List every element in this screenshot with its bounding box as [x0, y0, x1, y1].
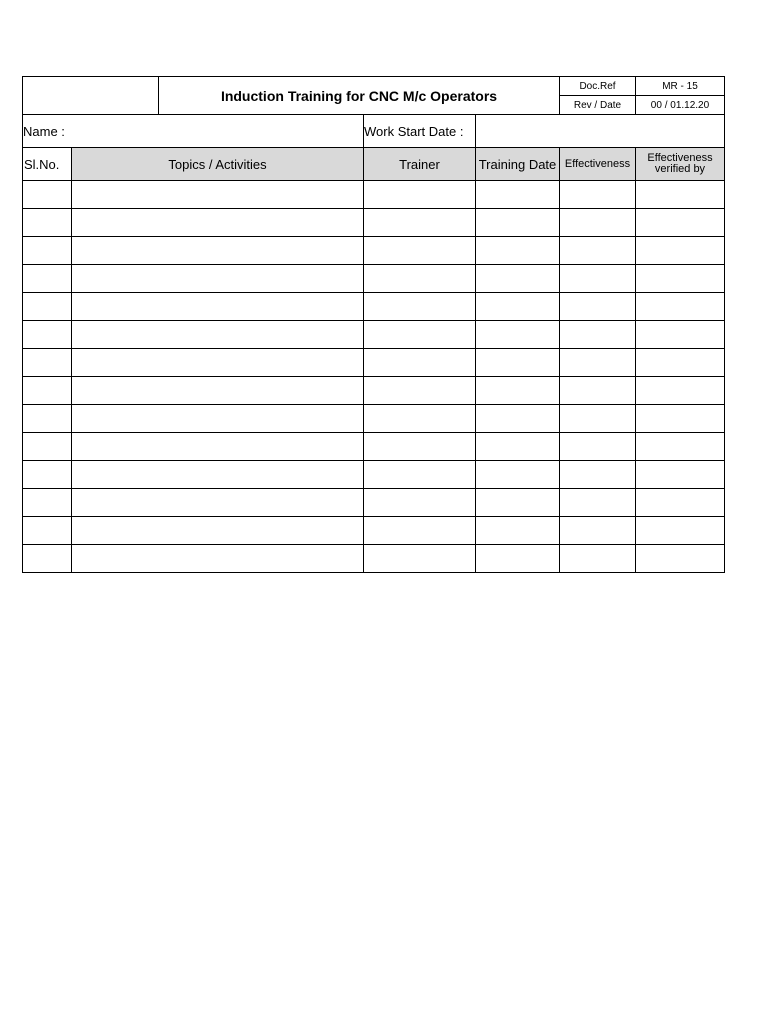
- trainer-cell[interactable]: [364, 237, 476, 265]
- sl-no-cell[interactable]: [23, 265, 72, 293]
- doc-ref-label: Doc.Ref: [560, 77, 636, 96]
- table-row: [23, 489, 725, 517]
- doc-ref-value: MR - 15: [636, 77, 725, 96]
- rev-date-label: Rev / Date: [560, 96, 636, 115]
- sl-no-cell[interactable]: [23, 545, 72, 573]
- verified-by-cell[interactable]: [636, 517, 725, 545]
- trainer-cell[interactable]: [364, 209, 476, 237]
- topics-activities-cell[interactable]: [72, 209, 364, 237]
- verified-by-cell[interactable]: [636, 405, 725, 433]
- trainer-cell[interactable]: [364, 321, 476, 349]
- verified-by-cell[interactable]: [636, 461, 725, 489]
- table-row: [23, 461, 725, 489]
- training-date-cell[interactable]: [476, 545, 560, 573]
- verified-by-cell[interactable]: [636, 181, 725, 209]
- rev-date-value: 00 / 01.12.20: [636, 96, 725, 115]
- trainer-cell[interactable]: [364, 433, 476, 461]
- effectiveness-cell[interactable]: [560, 321, 636, 349]
- table-row: [23, 181, 725, 209]
- effectiveness-cell[interactable]: [560, 181, 636, 209]
- topics-activities-cell[interactable]: [72, 265, 364, 293]
- form-title: Induction Training for CNC M/c Operators: [159, 77, 560, 115]
- sl-no-cell[interactable]: [23, 181, 72, 209]
- training-date-cell[interactable]: [476, 489, 560, 517]
- col-effectiveness: Effectiveness: [560, 148, 636, 181]
- col-training-date: Training Date: [476, 148, 560, 181]
- table-row: [23, 377, 725, 405]
- table-row: [23, 545, 725, 573]
- verified-by-cell[interactable]: [636, 545, 725, 573]
- verified-by-cell[interactable]: [636, 349, 725, 377]
- trainer-cell[interactable]: [364, 489, 476, 517]
- effectiveness-cell[interactable]: [560, 377, 636, 405]
- verified-by-cell[interactable]: [636, 321, 725, 349]
- training-date-cell[interactable]: [476, 209, 560, 237]
- topics-activities-cell[interactable]: [72, 489, 364, 517]
- effectiveness-cell[interactable]: [560, 489, 636, 517]
- training-date-cell[interactable]: [476, 405, 560, 433]
- topics-activities-cell[interactable]: [72, 321, 364, 349]
- sl-no-cell[interactable]: [23, 209, 72, 237]
- topics-activities-cell[interactable]: [72, 405, 364, 433]
- col-topics-activities: Topics / Activities: [72, 148, 364, 181]
- topics-activities-cell[interactable]: [72, 461, 364, 489]
- sl-no-cell[interactable]: [23, 461, 72, 489]
- training-date-cell[interactable]: [476, 461, 560, 489]
- table-row: [23, 321, 725, 349]
- topics-activities-cell[interactable]: [72, 293, 364, 321]
- trainer-cell[interactable]: [364, 517, 476, 545]
- work-start-date-field[interactable]: [476, 115, 725, 148]
- trainer-cell[interactable]: [364, 405, 476, 433]
- verified-by-cell[interactable]: [636, 377, 725, 405]
- form-table: [22, 76, 725, 573]
- topics-activities-cell[interactable]: [72, 237, 364, 265]
- effectiveness-cell[interactable]: [560, 433, 636, 461]
- name-field[interactable]: Name :: [23, 115, 364, 148]
- trainer-cell[interactable]: [364, 461, 476, 489]
- effectiveness-cell[interactable]: [560, 349, 636, 377]
- effectiveness-cell[interactable]: [560, 405, 636, 433]
- trainer-cell[interactable]: [364, 181, 476, 209]
- info-row: [23, 115, 725, 148]
- training-date-cell[interactable]: [476, 349, 560, 377]
- effectiveness-cell[interactable]: [560, 293, 636, 321]
- trainer-cell[interactable]: [364, 377, 476, 405]
- table-row: [23, 293, 725, 321]
- effectiveness-cell[interactable]: [560, 237, 636, 265]
- table-row: [23, 237, 725, 265]
- training-date-cell[interactable]: [476, 293, 560, 321]
- training-date-cell[interactable]: [476, 433, 560, 461]
- sl-no-cell[interactable]: [23, 237, 72, 265]
- table-row: [23, 209, 725, 237]
- effectiveness-cell[interactable]: [560, 545, 636, 573]
- column-header-row: [23, 148, 725, 181]
- verified-by-cell[interactable]: [636, 237, 725, 265]
- training-date-cell[interactable]: [476, 265, 560, 293]
- table-row: [23, 405, 725, 433]
- training-date-cell[interactable]: [476, 377, 560, 405]
- verified-by-cell[interactable]: [636, 293, 725, 321]
- sl-no-cell[interactable]: [23, 405, 72, 433]
- training-date-cell[interactable]: [476, 321, 560, 349]
- effectiveness-cell[interactable]: [560, 209, 636, 237]
- topics-activities-cell[interactable]: [72, 545, 364, 573]
- training-date-cell[interactable]: [476, 237, 560, 265]
- col-sl-no: Sl.No.: [23, 148, 72, 181]
- trainer-cell[interactable]: [364, 265, 476, 293]
- sl-no-cell[interactable]: [23, 377, 72, 405]
- sl-no-cell[interactable]: [23, 321, 72, 349]
- trainer-cell[interactable]: [364, 349, 476, 377]
- table-row: [23, 433, 725, 461]
- effectiveness-cell[interactable]: [560, 461, 636, 489]
- sl-no-cell[interactable]: [23, 433, 72, 461]
- topics-activities-cell[interactable]: [72, 181, 364, 209]
- training-date-cell[interactable]: [476, 517, 560, 545]
- training-form: [22, 76, 725, 573]
- verified-by-cell[interactable]: [636, 209, 725, 237]
- table-row: [23, 265, 725, 293]
- trainer-cell[interactable]: [364, 293, 476, 321]
- topics-activities-cell[interactable]: [72, 349, 364, 377]
- col-effectiveness-verified-by: Effectiveness verified by: [636, 148, 725, 181]
- topics-activities-cell[interactable]: [72, 377, 364, 405]
- trainer-cell[interactable]: [364, 545, 476, 573]
- sl-no-cell[interactable]: [23, 489, 72, 517]
- sl-no-cell[interactable]: [23, 517, 72, 545]
- verified-by-cell[interactable]: [636, 489, 725, 517]
- topics-activities-cell[interactable]: [72, 433, 364, 461]
- verified-by-cell[interactable]: [636, 265, 725, 293]
- table-row: [23, 349, 725, 377]
- work-start-date-label: Work Start Date :: [364, 115, 476, 148]
- topics-activities-cell[interactable]: [72, 517, 364, 545]
- table-row: [23, 517, 725, 545]
- logo-cell: [23, 77, 159, 115]
- title-row: [23, 77, 725, 96]
- verified-by-cell[interactable]: [636, 433, 725, 461]
- sl-no-cell[interactable]: [23, 293, 72, 321]
- col-trainer: Trainer: [364, 148, 476, 181]
- effectiveness-cell[interactable]: [560, 517, 636, 545]
- effectiveness-cell[interactable]: [560, 265, 636, 293]
- sl-no-cell[interactable]: [23, 349, 72, 377]
- training-date-cell[interactable]: [476, 181, 560, 209]
